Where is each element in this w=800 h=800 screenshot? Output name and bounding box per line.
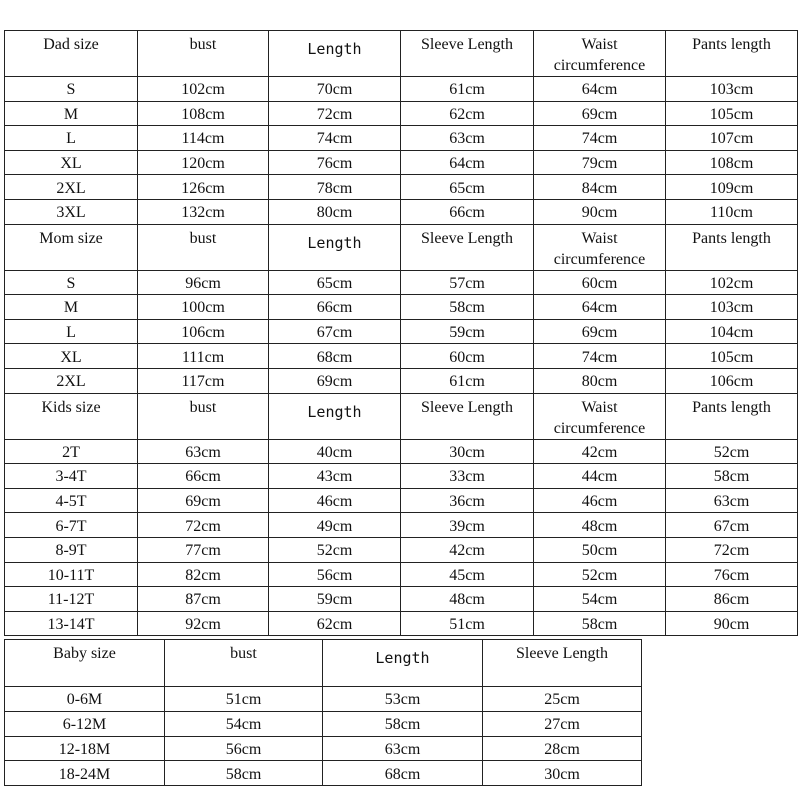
measurement-cell: 53cm (323, 687, 483, 712)
table-row (5, 761, 642, 786)
measurement-cell: 77cm (138, 537, 269, 562)
table-row (5, 464, 798, 489)
measurement-cell: 42cm (534, 439, 666, 464)
measurement-cell: 63cm (401, 126, 534, 151)
measurement-cell: 65cm (401, 175, 534, 200)
measurement-cell: 105cm (666, 101, 798, 126)
measurement-cell: 27cm (483, 711, 642, 736)
measurement-cell: 44cm (534, 464, 666, 489)
size-cell: M (5, 295, 138, 320)
table-row (5, 101, 798, 126)
measurement-cell: 56cm (165, 736, 323, 761)
measurement-cell: 36cm (401, 488, 534, 513)
measurement-cell: 108cm (666, 150, 798, 175)
measurement-cell: 79cm (534, 150, 666, 175)
measurement-cell: 132cm (138, 199, 269, 224)
measurement-cell: 60cm (534, 270, 666, 295)
measurement-cell: 103cm (666, 77, 798, 102)
size-cell: 4-5T (5, 488, 138, 513)
measurement-cell: 74cm (534, 344, 666, 369)
measurement-cell: 70cm (269, 77, 401, 102)
measurement-cell: 66cm (138, 464, 269, 489)
column-header: Sleeve Length (401, 31, 534, 77)
measurement-cell: 62cm (269, 611, 401, 636)
column-header: Pants length (666, 393, 798, 439)
measurement-cell: 117cm (138, 368, 269, 393)
measurement-cell: 25cm (483, 687, 642, 712)
size-cell: L (5, 126, 138, 151)
size-header: Mom size (5, 224, 138, 270)
measurement-cell: 64cm (534, 77, 666, 102)
measurement-cell: 96cm (138, 270, 269, 295)
measurement-cell: 48cm (401, 587, 534, 612)
measurement-cell: 69cm (534, 319, 666, 344)
measurement-cell: 90cm (666, 611, 798, 636)
measurement-cell: 61cm (401, 77, 534, 102)
measurement-cell: 46cm (269, 488, 401, 513)
measurement-cell: 58cm (666, 464, 798, 489)
measurement-cell: 39cm (401, 513, 534, 538)
measurement-cell: 82cm (138, 562, 269, 587)
column-header: Length (269, 31, 401, 77)
measurement-cell: 58cm (401, 295, 534, 320)
baby-size-table (4, 639, 642, 786)
measurement-cell: 56cm (269, 562, 401, 587)
measurement-cell: 51cm (401, 611, 534, 636)
measurement-cell: 105cm (666, 344, 798, 369)
table-row (5, 736, 642, 761)
measurement-cell: 69cm (269, 368, 401, 393)
measurement-cell: 107cm (666, 126, 798, 151)
measurement-cell: 102cm (666, 270, 798, 295)
measurement-cell: 33cm (401, 464, 534, 489)
table-row (5, 711, 642, 736)
measurement-cell: 58cm (534, 611, 666, 636)
size-cell: 11-12T (5, 587, 138, 612)
measurement-cell: 54cm (165, 711, 323, 736)
table-row (5, 77, 798, 102)
table-row (5, 513, 798, 538)
table-row (5, 562, 798, 587)
size-cell: 3-4T (5, 464, 138, 489)
table-row (5, 319, 798, 344)
column-header: Waist circumference (534, 224, 666, 270)
measurement-cell: 59cm (401, 319, 534, 344)
table-row (5, 611, 798, 636)
measurement-cell: 92cm (138, 611, 269, 636)
size-cell: 18-24M (5, 761, 165, 786)
size-cell: 2XL (5, 368, 138, 393)
measurement-cell: 30cm (401, 439, 534, 464)
measurement-cell: 54cm (534, 587, 666, 612)
size-cell: 8-9T (5, 537, 138, 562)
table-row (5, 439, 798, 464)
measurement-cell: 111cm (138, 344, 269, 369)
size-header: Dad size (5, 31, 138, 77)
measurement-cell: 100cm (138, 295, 269, 320)
measurement-cell: 58cm (323, 711, 483, 736)
table-row (5, 270, 798, 295)
section-header-row (5, 393, 798, 439)
measurement-cell: 66cm (269, 295, 401, 320)
measurement-cell: 114cm (138, 126, 269, 151)
table-row (5, 126, 798, 151)
size-cell: S (5, 270, 138, 295)
measurement-cell: 69cm (534, 101, 666, 126)
column-header: bust (138, 31, 269, 77)
size-cell: 10-11T (5, 562, 138, 587)
measurement-cell: 90cm (534, 199, 666, 224)
size-cell: 13-14T (5, 611, 138, 636)
measurement-cell: 63cm (666, 488, 798, 513)
measurement-cell: 51cm (165, 687, 323, 712)
measurement-cell: 49cm (269, 513, 401, 538)
measurement-cell: 76cm (269, 150, 401, 175)
measurement-cell: 80cm (269, 199, 401, 224)
measurement-cell: 58cm (165, 761, 323, 786)
adult-kids-size-table (4, 30, 798, 636)
measurement-cell: 68cm (323, 761, 483, 786)
measurement-cell: 50cm (534, 537, 666, 562)
table-row (5, 687, 642, 712)
measurement-cell: 66cm (401, 199, 534, 224)
column-header: Pants length (666, 224, 798, 270)
measurement-cell: 28cm (483, 736, 642, 761)
size-cell: 2XL (5, 175, 138, 200)
size-cell: 2T (5, 439, 138, 464)
size-cell: 6-12M (5, 711, 165, 736)
measurement-cell: 72cm (138, 513, 269, 538)
measurement-cell: 62cm (401, 101, 534, 126)
table-row (5, 295, 798, 320)
size-cell: M (5, 101, 138, 126)
measurement-cell: 109cm (666, 175, 798, 200)
measurement-cell: 64cm (401, 150, 534, 175)
measurement-cell: 61cm (401, 368, 534, 393)
measurement-cell: 78cm (269, 175, 401, 200)
table-row (5, 368, 798, 393)
size-header: Baby size (5, 640, 165, 687)
measurement-cell: 74cm (269, 126, 401, 151)
column-header: Sleeve Length (401, 393, 534, 439)
section-header-row (5, 224, 798, 270)
size-cell: S (5, 77, 138, 102)
measurement-cell: 87cm (138, 587, 269, 612)
measurement-cell: 103cm (666, 295, 798, 320)
measurement-cell: 86cm (666, 587, 798, 612)
measurement-cell: 52cm (269, 537, 401, 562)
measurement-cell: 104cm (666, 319, 798, 344)
size-cell: XL (5, 344, 138, 369)
table-row (5, 537, 798, 562)
size-cell: 6-7T (5, 513, 138, 538)
baby-header-row (5, 640, 642, 687)
size-cell: 12-18M (5, 736, 165, 761)
measurement-cell: 106cm (138, 319, 269, 344)
measurement-cell: 126cm (138, 175, 269, 200)
column-header: Sleeve Length (401, 224, 534, 270)
size-cell: XL (5, 150, 138, 175)
measurement-cell: 76cm (666, 562, 798, 587)
column-header: Length (269, 393, 401, 439)
measurement-cell: 69cm (138, 488, 269, 513)
size-cell: L (5, 319, 138, 344)
table-row (5, 199, 798, 224)
measurement-cell: 102cm (138, 77, 269, 102)
measurement-cell: 120cm (138, 150, 269, 175)
measurement-cell: 67cm (666, 513, 798, 538)
measurement-cell: 64cm (534, 295, 666, 320)
column-header: Waist circumference (534, 31, 666, 77)
measurement-cell: 60cm (401, 344, 534, 369)
measurement-cell: 57cm (401, 270, 534, 295)
measurement-cell: 84cm (534, 175, 666, 200)
measurement-cell: 63cm (323, 736, 483, 761)
measurement-cell: 52cm (666, 439, 798, 464)
measurement-cell: 42cm (401, 537, 534, 562)
column-header: bust (138, 224, 269, 270)
measurement-cell: 108cm (138, 101, 269, 126)
size-cell: 3XL (5, 199, 138, 224)
measurement-cell: 110cm (666, 199, 798, 224)
measurement-cell: 48cm (534, 513, 666, 538)
column-header: Pants length (666, 31, 798, 77)
measurement-cell: 106cm (666, 368, 798, 393)
measurement-cell: 72cm (666, 537, 798, 562)
table-row (5, 344, 798, 369)
measurement-cell: 52cm (534, 562, 666, 587)
table-row (5, 587, 798, 612)
size-header: Kids size (5, 393, 138, 439)
measurement-cell: 45cm (401, 562, 534, 587)
measurement-cell: 65cm (269, 270, 401, 295)
measurement-cell: 67cm (269, 319, 401, 344)
measurement-cell: 43cm (269, 464, 401, 489)
measurement-cell: 68cm (269, 344, 401, 369)
column-header: bust (165, 640, 323, 687)
size-cell: 0-6M (5, 687, 165, 712)
measurement-cell: 59cm (269, 587, 401, 612)
table-row (5, 488, 798, 513)
column-header: Length (269, 224, 401, 270)
section-header-row (5, 31, 798, 77)
measurement-cell: 80cm (534, 368, 666, 393)
column-header: Waist circumference (534, 393, 666, 439)
column-header: Length (323, 640, 483, 687)
measurement-cell: 72cm (269, 101, 401, 126)
measurement-cell: 40cm (269, 439, 401, 464)
column-header: bust (138, 393, 269, 439)
measurement-cell: 30cm (483, 761, 642, 786)
measurement-cell: 74cm (534, 126, 666, 151)
table-row (5, 175, 798, 200)
column-header: Sleeve Length (483, 640, 642, 687)
measurement-cell: 63cm (138, 439, 269, 464)
table-row (5, 150, 798, 175)
measurement-cell: 46cm (534, 488, 666, 513)
